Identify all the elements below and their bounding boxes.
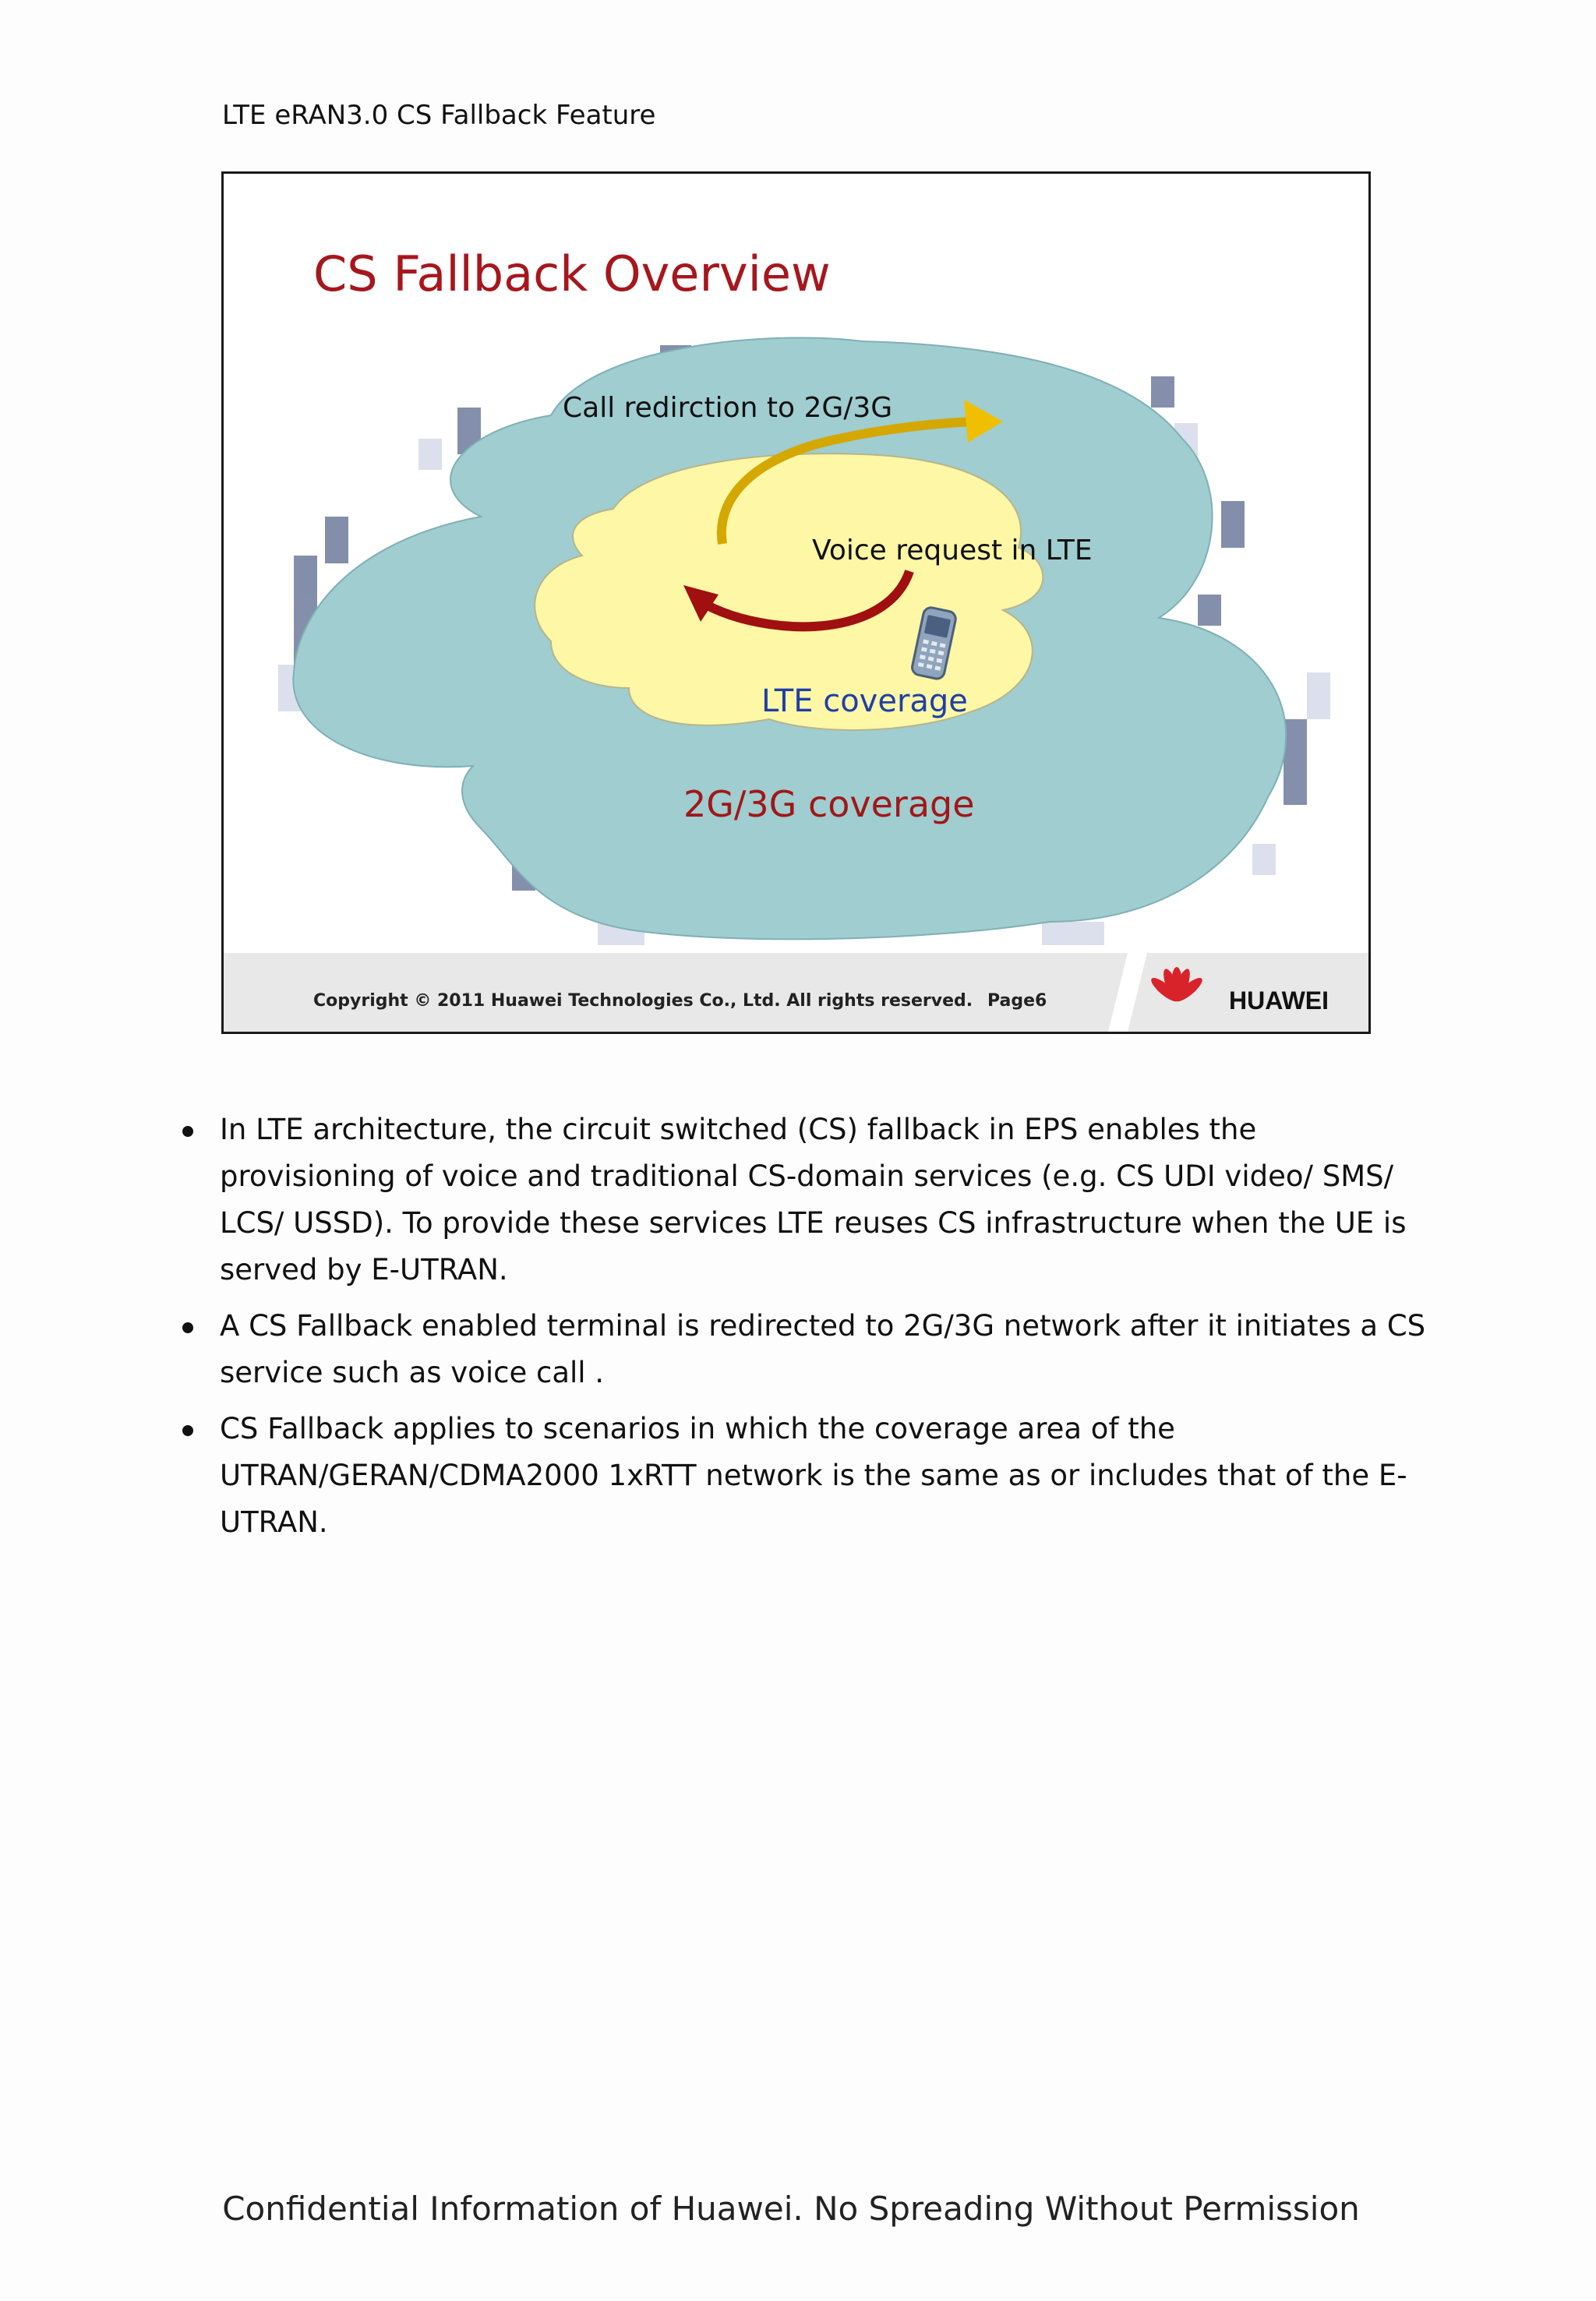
coverage-2g3g-label: 2G/3G coverage xyxy=(683,783,975,825)
bullet-text: In LTE architecture, the circuit switched (CS) fallback in EPS enables the provisioning of voice and traditional CS-domain services (e.g. CS UDI video/ SMS/ LCS/ USSD). To provide these services LTE reuses CS infrastructure when the UE is served by E-UTRAN. xyxy=(220,1113,1407,1286)
slide-canvas xyxy=(224,174,1368,1032)
bullet-dot xyxy=(182,1322,193,1333)
slide-copyright: Copyright © 2011 Huawei Technologies Co., Ltd. All rights reserved. xyxy=(313,991,973,1011)
lte-coverage-label: LTE coverage xyxy=(761,683,968,719)
bullet-item xyxy=(178,1106,1440,1293)
bullet-item xyxy=(178,1303,1440,1396)
slide-title: CS Fallback Overview xyxy=(313,245,831,302)
huawei-brand-text: HUAWEI xyxy=(1229,986,1329,1015)
bullet-dot xyxy=(182,1126,193,1137)
bullet-item xyxy=(178,1406,1440,1546)
bullet-text: A CS Fallback enabled terminal is redirected to 2G/3G network after it initiates a CS service such as voice call . xyxy=(220,1309,1426,1389)
document-header: LTE eRAN3.0 CS Fallback Feature xyxy=(222,100,656,131)
voice-request-label: Voice request in LTE xyxy=(812,535,1093,566)
bullet-list xyxy=(178,1106,1440,1555)
bullet-text: CS Fallback applies to scenarios in which the coverage area of the UTRAN/GERAN/CDMA2000 1xRTT network is the same as or includes that of the E-UTRAN. xyxy=(220,1412,1407,1539)
slide-page-number: Page6 xyxy=(987,991,1047,1011)
confidential-footer: Confidential Information of Huawei. No Spreading Without Permission xyxy=(222,2190,1360,2228)
slide-figure xyxy=(221,171,1371,1034)
call-redirection-label: Call redirction to 2G/3G xyxy=(563,392,893,424)
bullet-dot xyxy=(182,1425,193,1436)
